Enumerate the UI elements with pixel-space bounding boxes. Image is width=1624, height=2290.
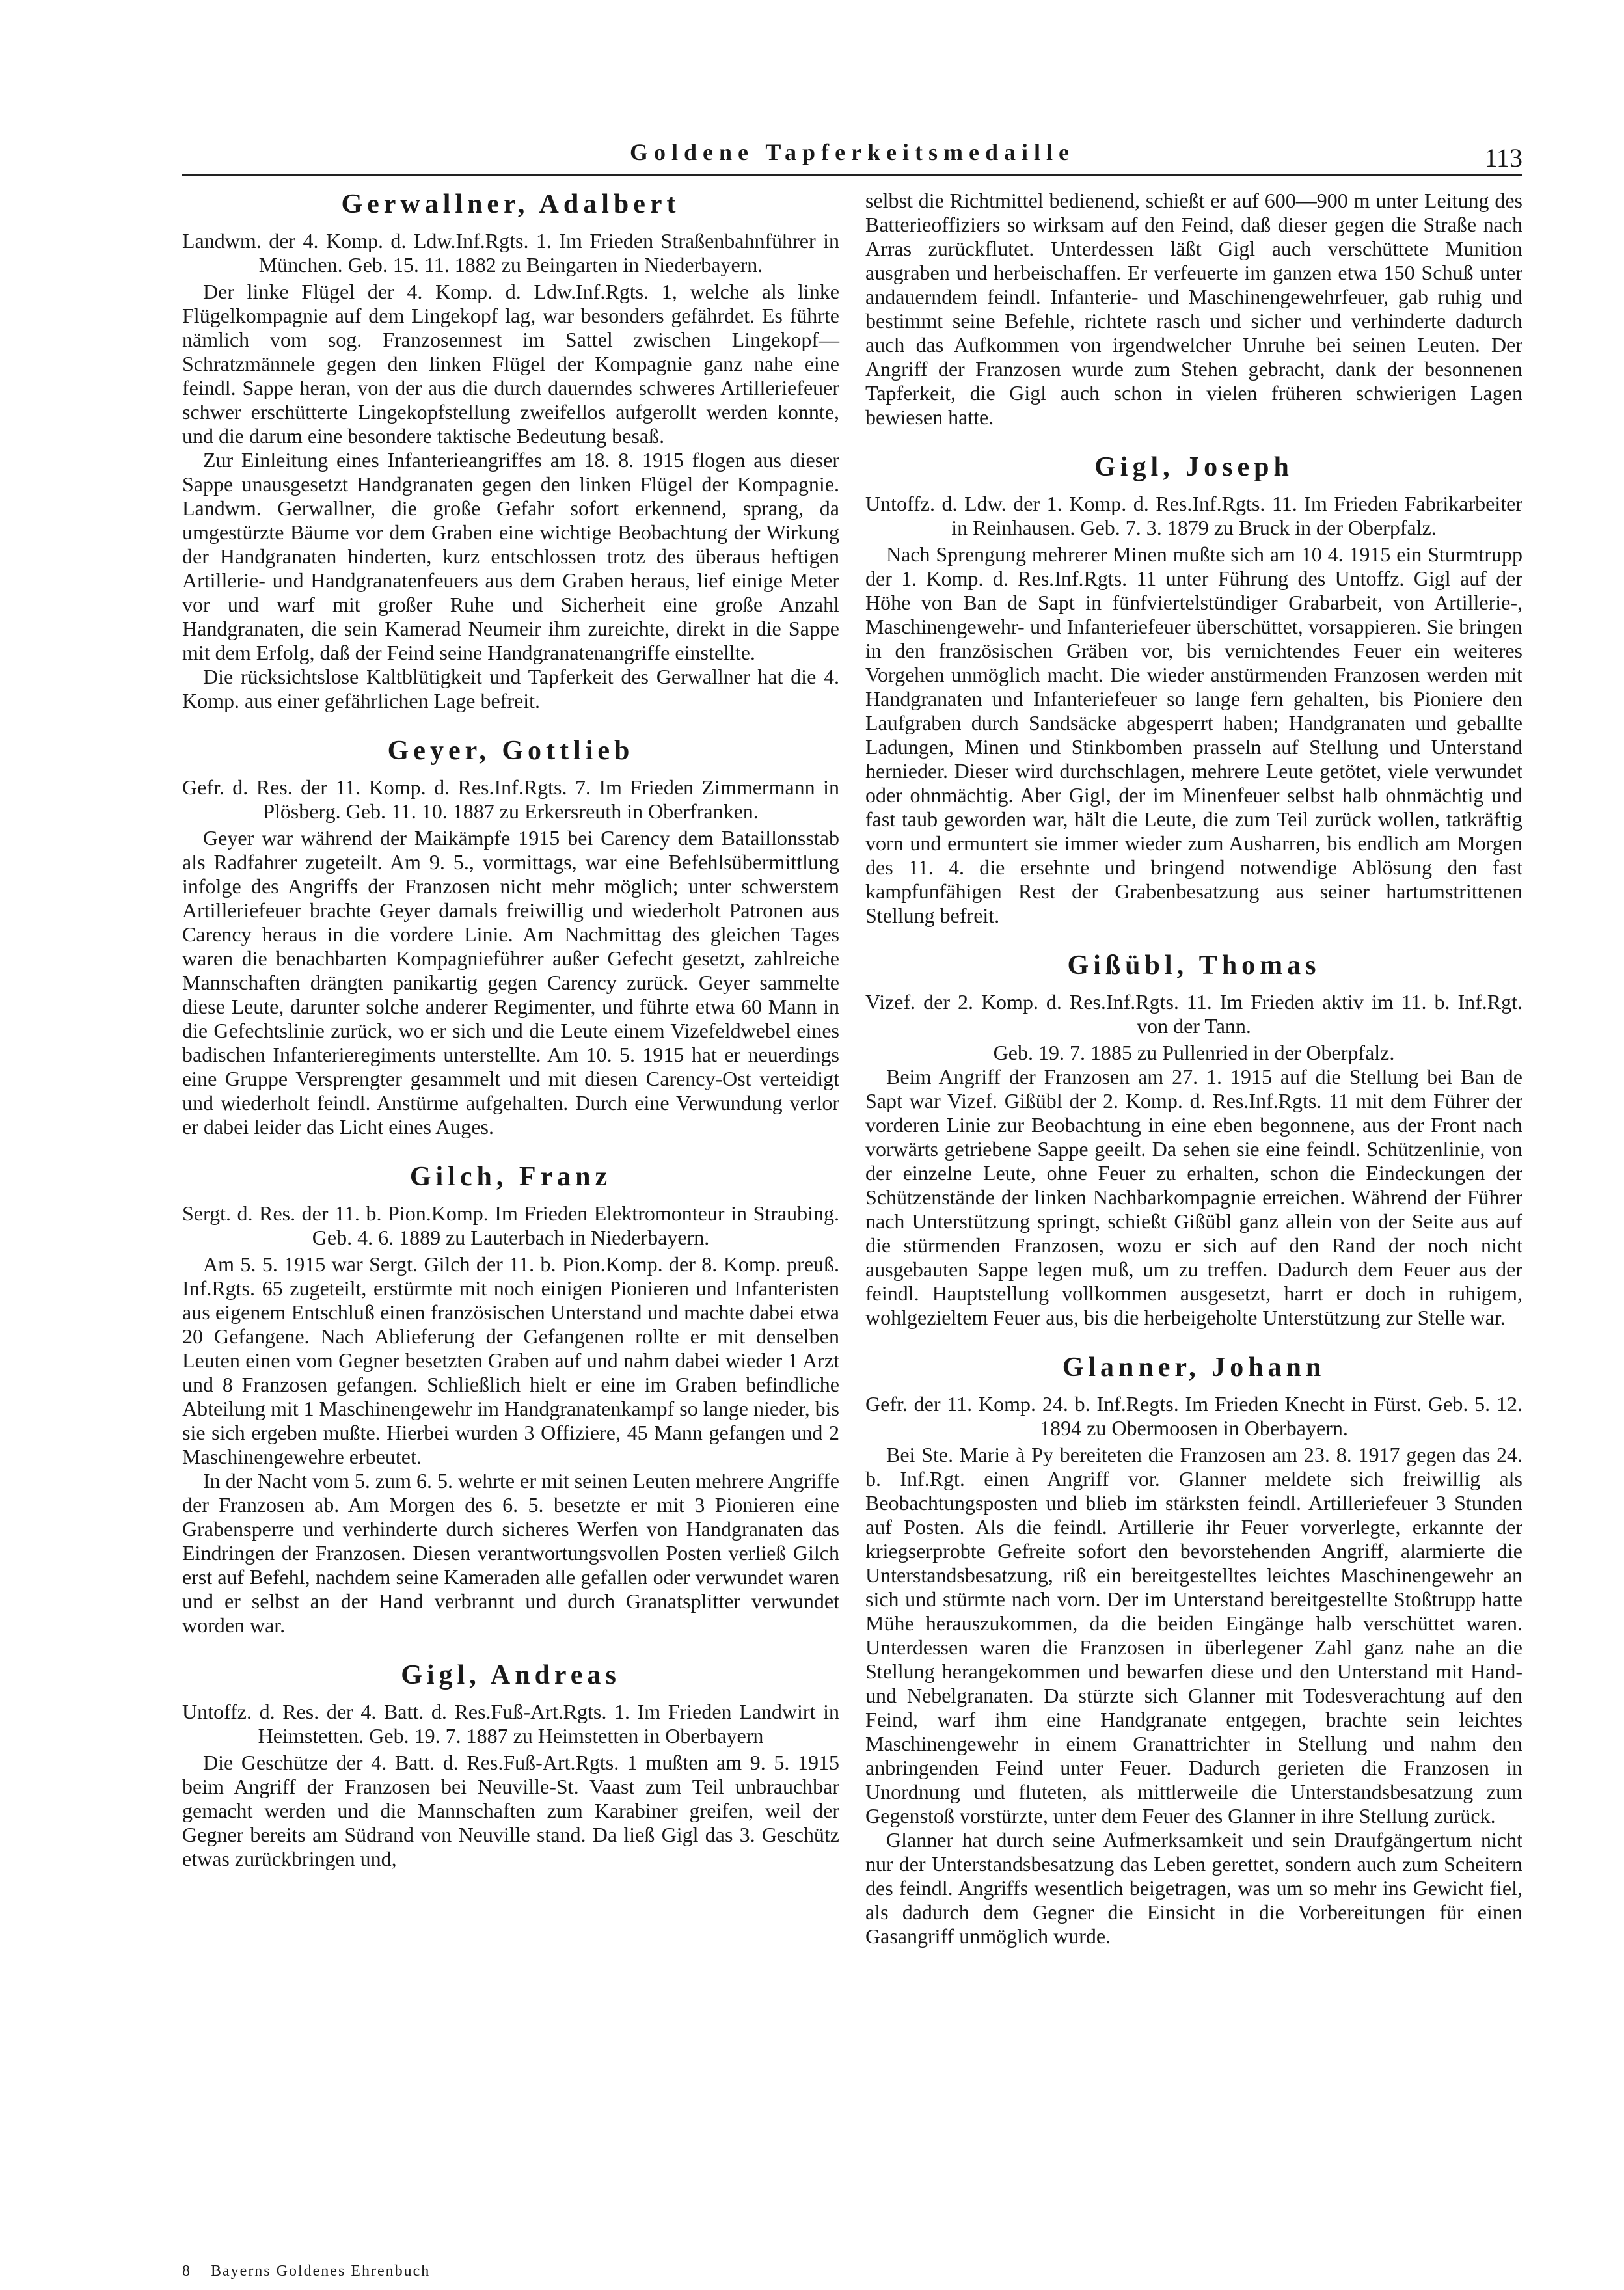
- entry-paragraph: Zur Einleitung eines Infanterieangriffes am 18. 8. 1915 flogen aus dieser Sappe unausgesetzt Handgranaten gegen den linken Flügel der Kompagnie. Landwm. Gerwallner, die große Gefahr sofort erkennend, sprang, da umgestürzte Bäume vor dem Graben eine wichtige Beobachtung der Wirkung der Handgranaten hinderten, kurz entschlossen trotz des überaus heftigen Artillerie- und Handgranatenfeuers aus dem Graben heraus, lief einige Meter vor und warf mit großer Ruhe und Sicherheit eine große Anzahl Handgranaten, die sein Kamerad Neumeir ihm zureichte, direkt in die Sappe mit dem Erfolg, daß der Feind seine Handgranatenangriffe einstellte.: [182, 448, 839, 664]
- entry-intro: Gefr. d. Res. der 11. Komp. d. Res.Inf.Rgts. 7. Im Frieden Zimmermann in Plösberg. Geb. 11. 10. 1887 zu Erkersreuth in Oberfranken.: [182, 775, 839, 823]
- book-title: Bayerns Goldenes Ehrenbuch: [211, 2263, 431, 2280]
- entry-intro: Sergt. d. Res. der 11. b. Pion.Komp. Im Frieden Elektromonteur in Straubing. Geb. 4. 6. 1889 zu Lauterbach in Niederbayern.: [182, 1202, 839, 1249]
- entry-paragraph: Der linke Flügel der 4. Komp. d. Ldw.Inf.Rgts. 1, welche als linke Flügelkompagnie auf dem Lingekopf lag, war besonders gefährdet. Es führte nämlich vom sog. Franzosennest im Sattel zwischen Lingekopf—Schratzmännele gegen den linken Flügel der Kompagnie ganz nahe eine feindl. Sappe heran, von der aus die durch dauerndes schweres Artilleriefeuer schwer erschütterte Lingekopfstellung zweifellos aufgerollt werden konnte, und die darum eine besondere taktische Bedeutung besaß.: [182, 280, 839, 448]
- entry-paragraph: Die rücksichtslose Kaltblütigkeit und Tapferkeit des Gerwallner hat die 4. Komp. aus einer gefährlichen Lage befreit.: [182, 665, 839, 712]
- entry-paragraph: Bei Ste. Marie à Py bereiteten die Franzosen am 23. 8. 1917 gegen das 24. b. Inf.Rgt. einen Angriff vor. Glanner meldete sich freiwillig als Beobachtungsposten und blieb im stärksten feindl. Artilleriefeuer 3 Stunden auf Posten. Als die feindl. Artillerie ihr Feuer vorverlegte, erkannte der kriegserprobte Gefreite sofort den bevorstehenden Angriff, alarmierte die Unterstandsbesatzung, riß ein bereitgestelltes leichtes Maschinengewehr an sich und stürmte nach vorn. Der im Unterstand bereitgestellte Stoßtrupp hatte Mühe herauszukommen, da die beiden Eingänge halb verschüttet waren. Unterdessen waren die Franzosen in überlegener Zahl ganz nahe an die Stellung herangekommen und bewarfen diese und den Unterstand mit Hand- und Nebelgranaten. Da stürzte sich Glanner mit Todesverachtung auf den Feind, warf ihm eine Handgranate entgegen, brachte sein leichtes Maschinengewehr in einem Granattrichter in Stellung und nahm den anbringenden Feind unter Feuer. Dadurch gerieten die Franzosen in Unordnung und fluteten, als mittlerweile die Unterstandsbesatzung zum Gegenstoß vorstürzte, unter dem Feuer des Glanner in ihre Stellung zurück.: [865, 1443, 1522, 1827]
- entry: [865, 950, 1522, 1330]
- page-header: [182, 133, 1522, 176]
- entry-name: Glanner, Johann: [1062, 1353, 1326, 1382]
- entry-name: Gerwallner, Adalbert: [341, 189, 681, 219]
- entry-paragraph: Am 5. 5. 1915 war Sergt. Gilch der 11. b. Pion.Komp. der 8. Komp. preuß. Inf.Rgts. 65 zugeteilt, erstürmte mit noch einigen Pionieren und Infanteristen aus eigenem Entschluß einen französischen Unterstand und machte dabei etwa 20 Gefangene. Nach Ablieferung der Gefangenen rollte er mit denselben Leuten einen vom Gegner besetzten Graben auf und nahm dabei wieder 1 Arzt und 8 Franzosen gefangen. Schließlich hielt er eine im Graben befindliche Abteilung mit 1 Maschinengewehr im Handgranatenkampf so lange nieder, bis sie sich ergeben mußte. Hierbei wurden 3 Offiziere, 45 Mann gefangen und 2 Maschinengewehre erbeutet.: [182, 1252, 839, 1468]
- entry-intro: Vizef. der 2. Komp. d. Res.Inf.Rgts. 11. Im Frieden aktiv im 11. b. Inf.Rgt. von der Tann.: [865, 990, 1522, 1038]
- entry-paragraph: In der Nacht vom 5. zum 6. 5. wehrte er mit seinen Leuten mehrere Angriffe der Franzosen ab. Am Morgen des 6. 5. besetzte er mit 3 Pionieren eine Grabensperre und verhinderte durch sicheres Werfen von Handgranaten das Eindringen der Franzosen. Diesen verantwortungsvollen Posten verließ Gilch erst auf Befehl, nachdem seine Kameraden alle gefallen oder verwundet waren und er selbst an der Hand verbrannt und durch Granatsplitter verwundet worden war.: [182, 1469, 839, 1637]
- entry-intro: Untoffz. d. Ldw. der 1. Komp. d. Res.Inf.Rgts. 11. Im Frieden Fabrikarbeiter in Reinhausen. Geb. 7. 3. 1879 zu Bruck in der Oberpfalz.: [865, 492, 1522, 539]
- entry: [865, 451, 1522, 928]
- entry-intro: Gefr. der 11. Komp. 24. b. Inf.Regts. Im Frieden Knecht in Fürst. Geb. 5. 12. 1894 zu Obermoosen in Oberbayern.: [865, 1392, 1522, 1440]
- entry-paragraph: Geyer war während der Maikämpfe 1915 bei Carency dem Bataillonsstab als Radfahrer zugeteilt. Am 9. 5., vormittags, war eine Befehlsübermittlung infolge des Angriffs der Franzosen nicht mehr möglich; unter schwerstem Artilleriefeuer brachte Geyer damals freiwillig und wiederholt Patronen aus Carency heraus in die vordere Linie. Am Nachmittag des gleichen Tages waren die benachbarten Kompagnieführer außer Gefecht gesetzt, zahlreiche Mannschaften drängten panikartig gegen Carency zurück. Geyer sammelte diese Leute, darunter solche anderer Regimenter, und führte etwa 60 Mann in die Gefechtslinie zurück, wo er sich und die Leute einem Vizefeldwebel eines badischen Infanterieregiments unterstellte. Am 10. 5. 1915 hat er neuerdings eine Gruppe Versprengter gesammelt und mit diesen Carency-Ost verteidigt und wiederholt feindl. Anstürme aufgehalten. Durch eine Verwundung verlor er dabei leider das Licht eines Auges.: [182, 826, 839, 1138]
- entry-paragraph: Glanner hat durch seine Aufmerksamkeit und sein Draufgängertum nicht nur der Unterstandsbesatzung das Leben gerettet, sondern auch zum Scheitern des feindl. Angriffs wesentlich beigetragen, was um so mehr ins Gewicht fiel, als dadurch dem Gegner die Einsicht in die Vorbereitungen für einen Gasangriff unmöglich wurde.: [865, 1828, 1522, 1948]
- running-title: Goldene Tapferkeitsmedaille: [630, 139, 1075, 165]
- entry-name: Gigl, Joseph: [1094, 452, 1293, 482]
- entry-birth: Geb. 19. 7. 1885 zu Pullenried in der Oberpfalz.: [993, 1041, 1395, 1064]
- entry: [182, 189, 839, 713]
- entry: [182, 735, 839, 1139]
- entry-name: Gilch, Franz: [409, 1162, 612, 1192]
- entry-paragraph: Beim Angriff der Franzosen am 27. 1. 1915 auf die Stellung bei Ban de Sapt war Vizef. Gißübl der 2. Komp. d. Res.Inf.Rgts. 11 mit dem Führer der vorderen Linie zur Beobachtung in eine eben begonnene, aus der Front nach vorwärts getriebene Sappe geeilt. Da sehen sie eine feindl. Schützenlinie, von der einzelne Leute, ohne Feuer zu erhalten, schon die Eindeckungen der Schützenstände der linken Nachbarkompagnie erreichen. Während der Führer nach Unterstützung springt, schießt Gißübl ganz allein von der Seite aus auf die stürmenden Franzosen, wozu er sich auf den Rand der noch nicht ausgebauten Sappe legen muß, um zu treffen. Dadurch dem Feuer aus der feindl. Hauptstellung vollkommen ausgesetzt, harrt er doch in ruhigem, wohlgezieltem Feuer aus, bis die herbeigeholte Unterstützung zur Stelle war.: [865, 1065, 1522, 1329]
- entry-paragraph: Die Geschütze der 4. Batt. d. Res.Fuß-Art.Rgts. 1 mußten am 9. 5. 1915 beim Angriff der Franzosen bei Neuville-St. Vaast zum Teil unbrauchbar gemacht werden und die Mannschaften zum Karabiner greifen, weil der Gegner bereits am Südrand von Neuville stand. Da ließ Gigl das 3. Geschütz etwas zurückbringen und,: [182, 1751, 839, 1870]
- entry-intro: Untoffz. d. Res. der 4. Batt. d. Res.Fuß-Art.Rgts. 1. Im Frieden Landwirt in Heimstetten. Geb. 19. 7. 1887 zu Heimstetten in Oberbayern: [182, 1700, 839, 1747]
- entry-name: Geyer, Gottlieb: [387, 736, 634, 766]
- entry: [865, 1352, 1522, 1948]
- page-footer: [182, 2263, 444, 2280]
- entry: [182, 1161, 839, 1637]
- entry-name: Gißübl, Thomas: [1067, 950, 1321, 980]
- continued-text: selbst die Richtmittel bedienend, schießt er auf 600—900 m unter Leitung des Batterieoffiziers so wirksam auf den Feind, daß dieser gegen die Straße nach Arras zurückflutet. Unterdessen läßt Gigl auch verschüttete Munition ausgraben und herbeischaffen. Er verfeuerte im ganzen etwa 150 Schuß unter andauerndem feindl. Infanterie- und Maschinengewehrfeuer, gab ruhig und bestimmt seine Befehle, richtete rasch und sicher und verhinderte dadurch auch das Aufkommen von irgendwelcher Unruhe bei seinen Leuten. Der Angriff der Franzosen wurde zum Stehen gebracht, dank der besonnenen Tapferkeit, die Gigl auch schon in vielen früheren schwierigen Lagen bewiesen hatte.: [865, 189, 1522, 429]
- entry: [182, 1660, 839, 1871]
- signature-mark: 8: [182, 2263, 191, 2280]
- page-number: 113: [1484, 143, 1522, 172]
- right-column: [865, 189, 1522, 1948]
- entry-name: Gigl, Andreas: [401, 1660, 621, 1690]
- entry-intro: Landwm. der 4. Komp. d. Ldw.Inf.Rgts. 1. Im Frieden Straßenbahnführer in München. Geb. 15. 11. 1882 zu Beingarten in Niederbayern.: [182, 229, 839, 276]
- entry-paragraph: Nach Sprengung mehrerer Minen mußte sich am 10 4. 1915 ein Sturmtrupp der 1. Komp. d. Res.Inf.Rgts. 11 unter Führung des Untoffz. Gigl auf der Höhe von Ban de Sapt in fünfviertelstündiger Grabarbeit, von Artillerie-, Maschinengewehr- und Infanteriefeuer überschüttet, vorsappieren. Sie bringen in den französischen Gräben vor, bis vernichtendes Feuer ein weiteres Vorgehen unmöglich macht. Die wieder anstürmenden Franzosen werden mit Handgranaten und Infanteriefeuer so lange fern gehalten, bis Pioniere den Laufgraben durch Sandsäcke abgesperrt haben; Handgranaten und geballte Ladungen, Minen und Stinkbomben prasseln auf Stellung und Unterstand hernieder. Dieser wird durchschlagen, mehrere Leute getötet, viele verwundet oder ohnmächtig. Aber Gigl, der im Minenfeuer selbst halb ohnmächtig und fast taub geworden war, hält die Leute, die zum Teil zurück wollen, tatkräftig vorn und ermuntert sie immer wieder zum Ausharren, bis endlich am Morgen des 11. 4. die ersehnte und bringend notwendige Ablösung den fast kampfunfähigen Rest der Grabenbesatzung aus seiner hartumstrittenen Stellung befreit.: [865, 543, 1522, 927]
- left-column: [182, 189, 839, 1871]
